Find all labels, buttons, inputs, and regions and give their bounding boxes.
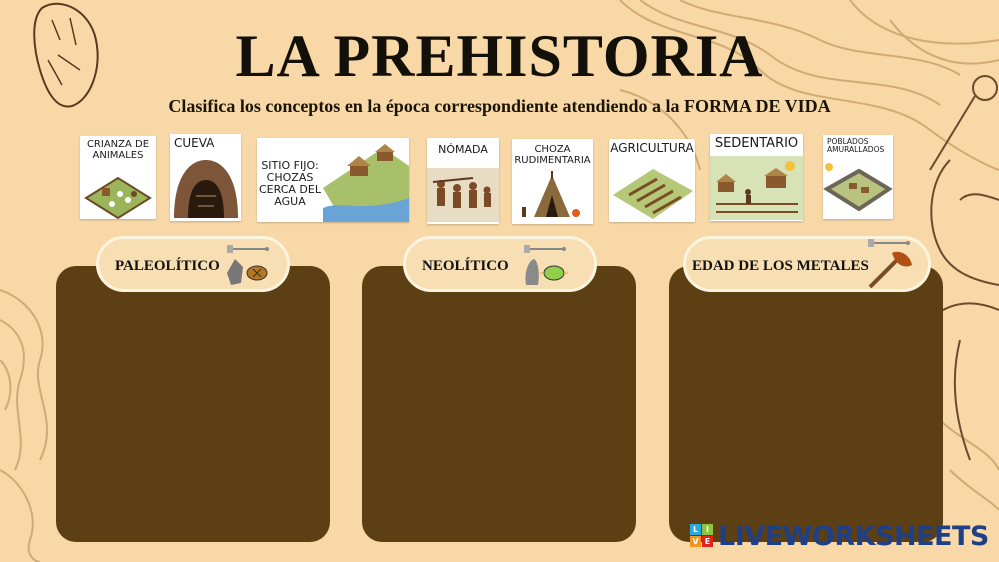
- card-sitio-fijo[interactable]: [257, 138, 409, 222]
- dropzone-paleolitico[interactable]: [56, 266, 330, 542]
- logo-letter: I: [702, 524, 713, 535]
- card-label: SITIO FIJO: CHOZAS CERCA DEL AGUA: [259, 159, 321, 209]
- logo-letter: E: [702, 536, 713, 547]
- card-label: SEDENTARIO: [714, 136, 799, 151]
- card-agricultura[interactable]: [609, 139, 695, 222]
- card-label: CRIANZA DE ANIMALES: [86, 139, 150, 161]
- cave-icon: [170, 156, 241, 220]
- walled-town-icon: [823, 159, 893, 219]
- column-label: PALEOLÍTICO: [115, 258, 220, 274]
- farm-field-icon: [609, 161, 695, 221]
- card-label: CHOZA RUDIMENTARIA: [514, 144, 591, 166]
- card-label: POBLADOS AMURALLADOS: [827, 137, 885, 155]
- card-sedentario[interactable]: [710, 134, 803, 221]
- card-nomada[interactable]: [427, 138, 499, 224]
- animal-pen-icon: [80, 164, 156, 219]
- logo-letter: V: [690, 536, 701, 547]
- metal-axe-icon: [864, 239, 924, 291]
- huts-by-water-icon: [323, 138, 409, 222]
- dropzone-edad-de-los-metales[interactable]: [669, 266, 943, 542]
- column-label: NEOLÍTICO: [422, 258, 509, 274]
- card-label: NÓMADA: [438, 143, 488, 156]
- card-crianza-de-animales[interactable]: [80, 136, 156, 219]
- card-label: AGRICULTURA: [610, 141, 694, 155]
- card-choza-rudimentaria[interactable]: [512, 139, 593, 224]
- village-icon: [710, 156, 803, 220]
- polished-stone-icon: [518, 243, 578, 289]
- liveworksheets-wordmark: LIVEWORKSHEETS: [718, 521, 989, 552]
- header-edad-de-los-metales: [683, 236, 931, 292]
- column-label: EDAD DE LOS METALES: [692, 258, 869, 274]
- card-label: CUEVA: [174, 136, 215, 150]
- header-neolitico: [403, 236, 597, 292]
- instructions: Clasifica los conceptos en la época correspondiente atendiendo a la FORMA DE VIDA: [168, 96, 831, 116]
- logo-letter: L: [690, 524, 701, 535]
- liveworksheets-logo-icon: [690, 524, 714, 548]
- page-title: LA PREHISTORIA: [235, 23, 764, 89]
- chipped-stone-icon: [221, 243, 281, 289]
- hut-icon: [512, 169, 593, 224]
- card-cueva[interactable]: [170, 134, 241, 221]
- card-poblados-amurallados[interactable]: [823, 135, 893, 219]
- nomads-icon: [427, 168, 499, 222]
- header-paleolitico: [96, 236, 290, 292]
- dropzone-neolitico[interactable]: [362, 266, 636, 542]
